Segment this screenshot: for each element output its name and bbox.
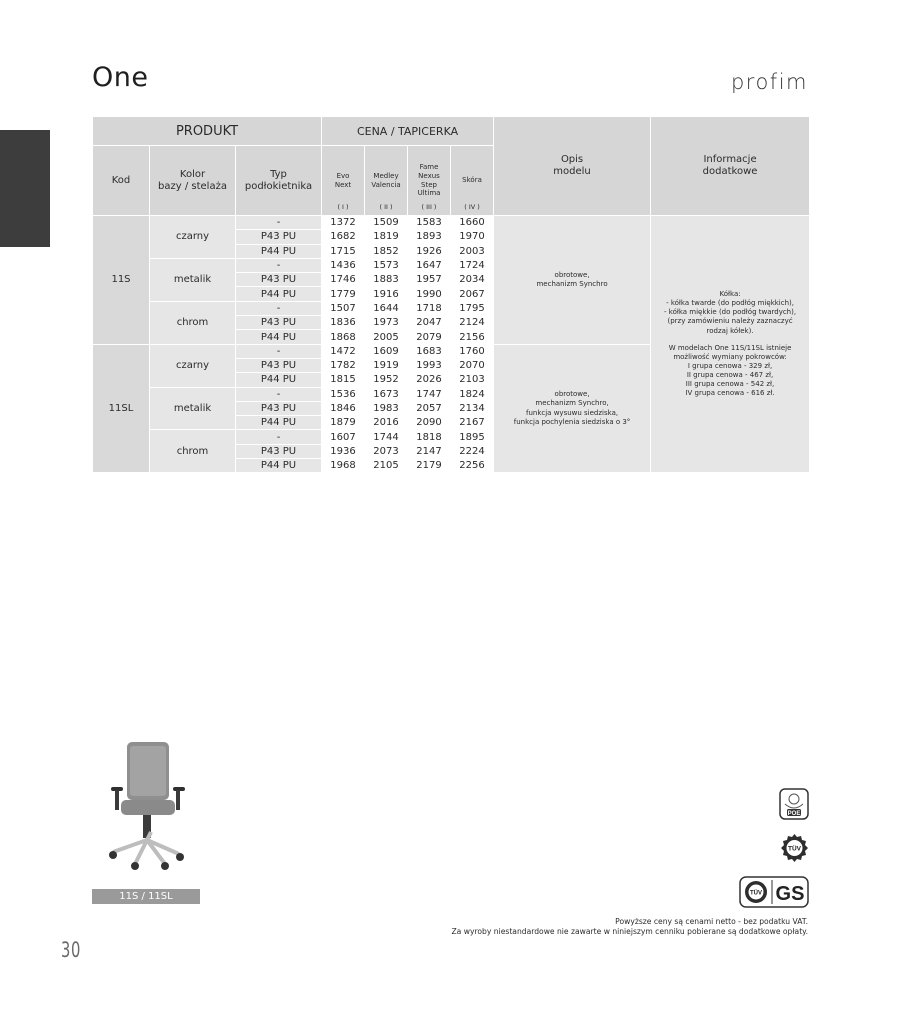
price-cell: 1509: [365, 216, 408, 230]
price-cell: 1815: [322, 373, 365, 387]
price-cell: 2047: [408, 316, 451, 330]
price-cell: 1782: [322, 358, 365, 372]
price-cell: 1818: [408, 430, 451, 444]
info-block: Kółka: - kółka twarde (do podłóg miękkich), - kółka miękkie (do podłóg twardych), (przy zamówieniu należy zaznaczyć rodzaj kółek).: [664, 290, 797, 335]
price-cell: 1846: [322, 401, 365, 415]
price-group-roman: ( IV ): [464, 202, 480, 211]
price-cell: 1583: [408, 216, 451, 230]
informacje-dodatkowe-header: Informacje dodatkowe: [651, 117, 810, 216]
price-cell: 1436: [322, 258, 365, 272]
additional-info: [651, 216, 810, 473]
price-cell: 2224: [451, 444, 494, 458]
price-cell: 1647: [408, 258, 451, 272]
price-cell: 2167: [451, 416, 494, 430]
price-cell: 2070: [451, 358, 494, 372]
frame-color: metalik: [150, 387, 236, 430]
price-cell: 1718: [408, 301, 451, 315]
armrest-type: -: [236, 430, 322, 444]
price-cell: 1852: [365, 244, 408, 258]
price-cell: 1573: [365, 258, 408, 272]
kod-header: Kod: [93, 146, 150, 216]
price-cell: 1970: [451, 230, 494, 244]
price-cell: 1926: [408, 244, 451, 258]
price-group-roman: ( I ): [337, 202, 349, 211]
price-cell: 1760: [451, 344, 494, 358]
produkt-header: PRODUKT: [93, 117, 322, 146]
price-cell: 1682: [322, 230, 365, 244]
armrest-type: P44 PU: [236, 244, 322, 258]
price-cell: 1916: [365, 287, 408, 301]
price-group-roman: ( II ): [379, 202, 393, 211]
price-cell: 1609: [365, 344, 408, 358]
price-cell: 1868: [322, 330, 365, 344]
frame-color: chrom: [150, 301, 236, 344]
price-cell: 1536: [322, 387, 365, 401]
price-cell: 1936: [322, 444, 365, 458]
info-block: W modelach One 11S/11SL istnieje możliwość wymiany pokrowców: I grupa cenowa - 329 zł, II grupa cenowa - 467 zł, III grupa cenowa - 542 zł, IV grupa cenowa - 616 zł.: [668, 343, 792, 398]
price-group-header: Fame Nexus Step Ultima ( III ): [408, 146, 451, 216]
price-cell: 1819: [365, 230, 408, 244]
price-cell: 1715: [322, 244, 365, 258]
price-cell: 2103: [451, 373, 494, 387]
poe-certificate-icon: [779, 788, 809, 820]
poe-text: POE: [787, 811, 801, 817]
price-cell: 2016: [365, 416, 408, 430]
armrest-type: P43 PU: [236, 444, 322, 458]
armrest-type: P43 PU: [236, 316, 322, 330]
frame-color: czarny: [150, 216, 236, 259]
cena-tapicerka-header: CENA / TAPICERKA: [322, 117, 494, 146]
price-cell: 2003: [451, 244, 494, 258]
armrest-type: -: [236, 387, 322, 401]
price-cell: 2147: [408, 444, 451, 458]
price-cell: 1883: [365, 273, 408, 287]
armrest-type: -: [236, 258, 322, 272]
price-cell: 1968: [322, 459, 365, 473]
price-group-header: Medley Valencia ( II ): [365, 146, 408, 216]
price-cell: 2005: [365, 330, 408, 344]
price-cell: 2067: [451, 287, 494, 301]
price-cell: 1973: [365, 316, 408, 330]
table-row: [93, 216, 810, 230]
armrest-type: -: [236, 344, 322, 358]
price-cell: 1879: [322, 416, 365, 430]
price-cell: 2256: [451, 459, 494, 473]
tuv-text: TÜV: [788, 845, 801, 853]
price-cell: 2057: [408, 401, 451, 415]
price-cell: 1607: [322, 430, 365, 444]
price-cell: 1673: [365, 387, 408, 401]
product-caption: 11S / 11SL: [92, 889, 200, 904]
kolor-header: Kolor bazy / stelaża: [150, 146, 236, 216]
armrest-type: P44 PU: [236, 459, 322, 473]
footer-line-2: Za wyroby niestandardowe nie zawarte w niniejszym cenniku pobierane są dodatkowe opłaty.: [451, 927, 808, 937]
frame-color: chrom: [150, 430, 236, 473]
armrest-type: -: [236, 216, 322, 230]
page-number: 30: [61, 938, 82, 962]
price-cell: 1983: [365, 401, 408, 415]
price-group-roman: ( III ): [421, 202, 437, 211]
armrest-type: P44 PU: [236, 416, 322, 430]
footer-line-1: Powyższe ceny są cenami netto - bez podatku VAT.: [615, 917, 808, 926]
price-cell: 2034: [451, 273, 494, 287]
price-cell: 1836: [322, 316, 365, 330]
price-table: [92, 116, 810, 473]
model-code: 11SL: [93, 344, 150, 473]
price-cell: 1746: [322, 273, 365, 287]
price-cell: 2090: [408, 416, 451, 430]
price-cell: 1919: [365, 358, 408, 372]
price-cell: 2105: [365, 459, 408, 473]
price-cell: 1779: [322, 287, 365, 301]
opis-modelu-header: Opis modelu: [494, 117, 651, 216]
price-cell: 1895: [451, 430, 494, 444]
armrest-type: P43 PU: [236, 230, 322, 244]
price-cell: 1957: [408, 273, 451, 287]
price-cell: 1472: [322, 344, 365, 358]
price-cell: 1990: [408, 287, 451, 301]
model-description: obrotowe, mechanizm Synchro: [494, 216, 651, 345]
armrest-type: P44 PU: [236, 287, 322, 301]
price-cell: 1824: [451, 387, 494, 401]
footer-note: [451, 917, 808, 938]
price-cell: 1795: [451, 301, 494, 315]
price-cell: 1372: [322, 216, 365, 230]
armrest-type: P44 PU: [236, 330, 322, 344]
price-cell: 2079: [408, 330, 451, 344]
armrest-type: P43 PU: [236, 358, 322, 372]
price-cell: 1993: [408, 358, 451, 372]
price-cell: 2179: [408, 459, 451, 473]
price-cell: 1644: [365, 301, 408, 315]
price-cell: 1683: [408, 344, 451, 358]
model-code: 11S: [93, 216, 150, 345]
price-group-header: Evo Next ( I ): [322, 146, 365, 216]
model-description: obrotowe, mechanizm Synchro, funkcja wysuwu siedziska, funkcja pochylenia siedziska o 3°: [494, 344, 651, 473]
frame-color: czarny: [150, 344, 236, 387]
price-cell: 1952: [365, 373, 408, 387]
price-cell: 2124: [451, 316, 494, 330]
price-cell: 2134: [451, 401, 494, 415]
frame-color: metalik: [150, 258, 236, 301]
gs-text: GS: [775, 883, 805, 905]
tuv-certificate-icon: [780, 833, 809, 863]
price-cell: 1660: [451, 216, 494, 230]
price-cell: 2156: [451, 330, 494, 344]
tuv-gs-certificate-icon: [739, 876, 809, 908]
typ-header: Typ podłokietnika: [236, 146, 322, 216]
price-cell: 1507: [322, 301, 365, 315]
price-cell: 1893: [408, 230, 451, 244]
price-cell: 2073: [365, 444, 408, 458]
price-cell: 1724: [451, 258, 494, 272]
brand-logo: profim: [730, 70, 808, 94]
armrest-type: P43 PU: [236, 273, 322, 287]
armrest-type: P44 PU: [236, 373, 322, 387]
price-cell: 1744: [365, 430, 408, 444]
side-tab-marker: [0, 130, 50, 247]
price-cell: 2026: [408, 373, 451, 387]
chair-image: [105, 740, 190, 870]
armrest-type: P43 PU: [236, 401, 322, 415]
svg-text:TÜV: TÜV: [750, 890, 762, 897]
page-title: One: [92, 62, 149, 93]
armrest-type: -: [236, 301, 322, 315]
price-group-header: Skóra ( IV ): [451, 146, 494, 216]
price-cell: 1747: [408, 387, 451, 401]
